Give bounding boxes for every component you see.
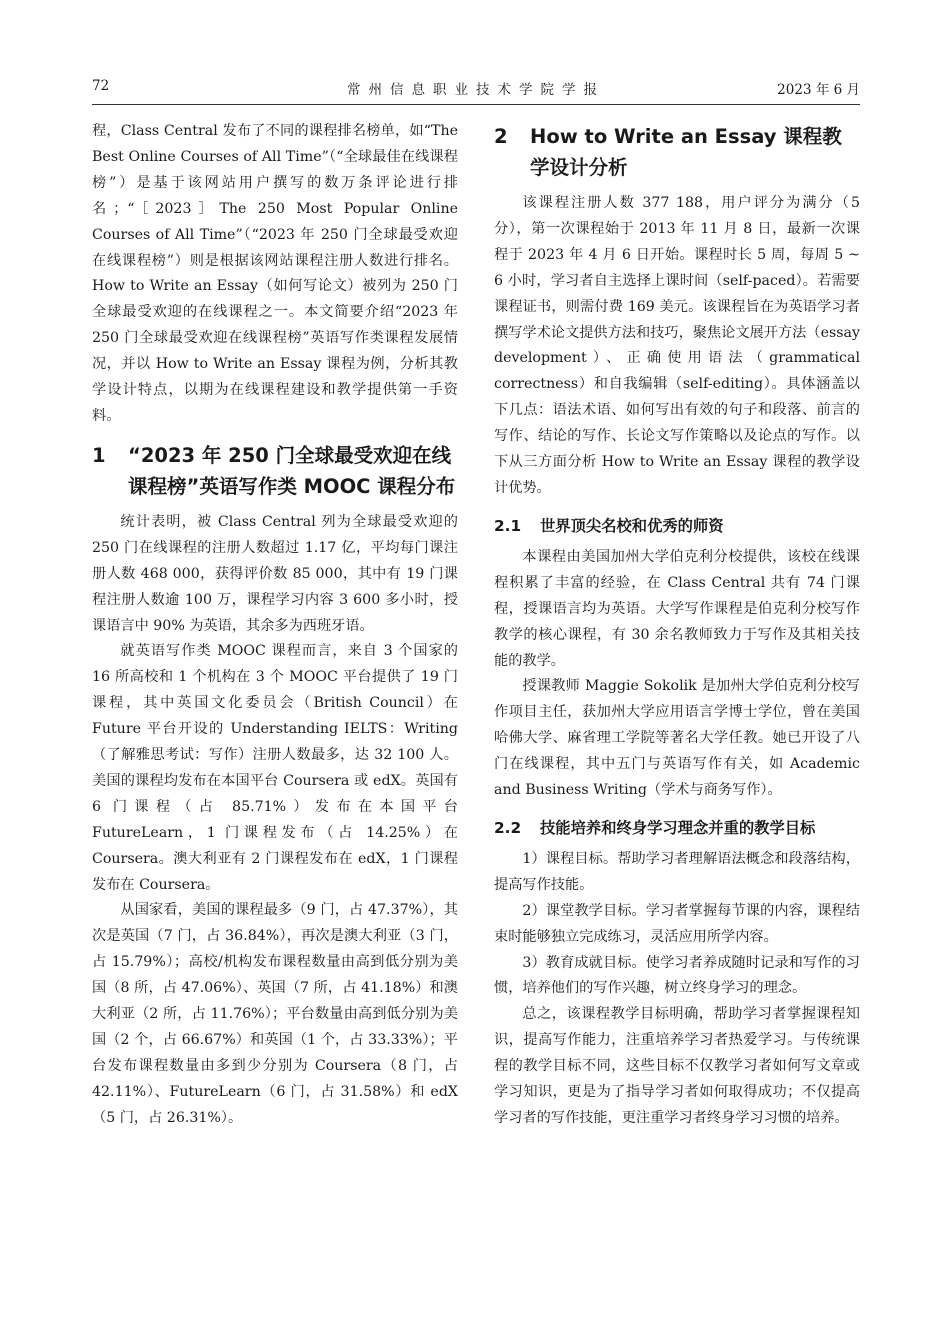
journal-title: 常州信息职业技术学院学报 — [347, 82, 605, 98]
header-rule — [92, 104, 860, 105]
subsection-title: 世界顶尖名校和优秀的师资 — [540, 516, 724, 535]
subsection-number: 2.2 — [494, 818, 522, 837]
list-paragraph: 2）课堂教学目标。学习者掌握每节课的内容，课程结束时能够独立完成练习，灵活应用所学内容。 — [494, 902, 860, 945]
paragraph: 从国家看，美国的课程最多（9 门，占 47.37%），其次是英国（7 门，占 36.84%），再次是澳大利亚（3 门，占 15.79%）；高校/机构发布课程数量由高到低分别为美国（8 所，占 47.06%）、英国（7 所，占 41.18%）和澳大利亚（2 所，占 11.76%）；平台数量由高到低分别为美国（2 个，占 66.67%）和英国（1 个，占 33.33%）；平台发布课程数量由多到少分别为 Coursera（8 门，占 42.11%）、FutureLearn（6 门，占 31.58%）和 edX（5 门，占 26.31%）。 — [92, 902, 458, 1126]
list-paragraph: 3）教育成就目标。使学习者养成随时记录和写作的习惯，培养他们的写作兴趣，树立终身学习的理念。 — [494, 954, 860, 997]
paragraph: 本课程由美国加州大学伯克利分校提供，该校在线课程积累了丰富的经验，在 Class Central 共有 74 门课程，授课语言均为英语。大学写作课程是伯克利分校写作教学的核心课程，有 30 余名教师致力于写作及其相关技能的教学。 — [494, 548, 860, 669]
section-number: 1 — [92, 443, 106, 467]
issue-date: 2023 年 6 月 — [777, 82, 860, 98]
subsection-2-1-heading — [494, 514, 860, 539]
paragraph: 就英语写作类 MOOC 课程而言，来自 3 个国家的 16 所高校和 1 个机构在 3 个 MOOC 平台提供了 19 门课程，其中英国文化委员会（British Council）在 Future 平台开设的 Understanding IELTS：Writing（了解雅思考试：写作）注册人数最多，达 32 100 人。美国的课程均发布在本国平台 Coursera 或 edX。英国有 6 门课程（占 85.71%）发布在本国平台 FutureLearn，1 门课程发布（占 14.25%）在 Coursera。澳大利亚有 2 门课程发布在 edX，1 门课程发布在 Coursera。 — [92, 643, 458, 893]
section-1-heading — [92, 440, 458, 502]
paragraph: 该课程注册人数 377 188，用户评分为满分（5 分），第一次课程始于 2013 年 11 月 8 日，最新一次课程于 2023 年 4 月 6 日开始。课程时长 5 周，每周 5 ~ 6 小时，学习者自主选择上课时间（self-paced）。若需要课程证书，则需付费 169 美元。该课程旨在为英语学习者撰写学术论文提供方法和技巧，聚焦论文展开方法（essay development）、正确使用语法（grammatical correctness）和自我编辑（self-editing）。具体涵盖以下几点：语法术语、如何写出有效的句子和段落、前言的写作、结论的写作、长论文写作策略以及论点的写作。以下从三方面分析 How to Write an Essay 课程的教学设计优势。 — [494, 195, 860, 496]
subsection-2-2-heading — [494, 816, 860, 841]
running-header — [92, 78, 860, 100]
section-title: “2023 年 250 门全球最受欢迎在线课程榜”英语写作类 MOOC 课程分布 — [128, 443, 456, 498]
list-paragraph: 1）课程目标。帮助学习者理解语法概念和段落结构，提高写作技能。 — [494, 850, 860, 893]
page-number: 72 — [92, 78, 110, 94]
right-column — [494, 121, 860, 1132]
paragraph: 总之，该课程教学目标明确，帮助学习者掌握课程知识，提高写作能力，注重培养学习者热爱学习。与传统课程的教学目标不同，这些目标不仅教学习者如何写文章或学习知识，更是为了指导学习者如何取得成功；不仅提高学习者的写作技能，更注重学习者终身学习习惯的培养。 — [494, 1006, 860, 1126]
subsection-number: 2.1 — [494, 516, 522, 535]
left-column — [92, 119, 458, 1132]
section-title: How to Write an Essay 课程教学设计分析 — [530, 125, 842, 179]
paragraph: 授课教师 Maggie Sokolik 是加州大学伯克利分校写作项目主任，获加州大学应用语言学博士学位，曾在美国哈佛大学、麻省理工学院等著名大学任教。她已开设了八门在线课程，其中五门与英语写作有关，如 Academic and Business Writing（学术与商务写作）。 — [494, 678, 860, 799]
section-number: 2 — [494, 125, 508, 148]
subsection-title: 技能培养和终身学习理念并重的教学目标 — [540, 818, 816, 837]
paragraph: 统计表明，被 Class Central 列为全球最受欢迎的 250 门在线课程的注册人数超过 1.17 亿，平均每门课注册人数 468 000，获得评价数 85 000，其中有 19 门课程注册人数逾 100 万，课程学习内容 3 600 多小时，授课语言中 90% 为英语，其余多为西班牙语。 — [92, 513, 458, 634]
intro-paragraph: 程，Class Central 发布了不同的课程排名榜单，如“The Best Online Courses of All Time”（“全球最佳在线课程榜”）是基于该网站用户撰写的数万条评论进行排名；“［2023］The 250 Most Popular Online Courses of All Time”（“2023 年 250 门全球最受欢迎在线课程榜”）则是根据该网站课程注册人数进行排名。How to Write an Essay（如何写论文）被列为 250 门全球最受欢迎的在线课程之一。本文简要介绍“2023 年 250 门全球最受欢迎在线课程榜”英语写作类课程发展情况，并以 How to Write an Essay 课程为例，分析其教学设计特点，以期为在线课程建设和教学提供第一手资料。 — [92, 123, 458, 424]
section-2-heading — [494, 121, 860, 183]
